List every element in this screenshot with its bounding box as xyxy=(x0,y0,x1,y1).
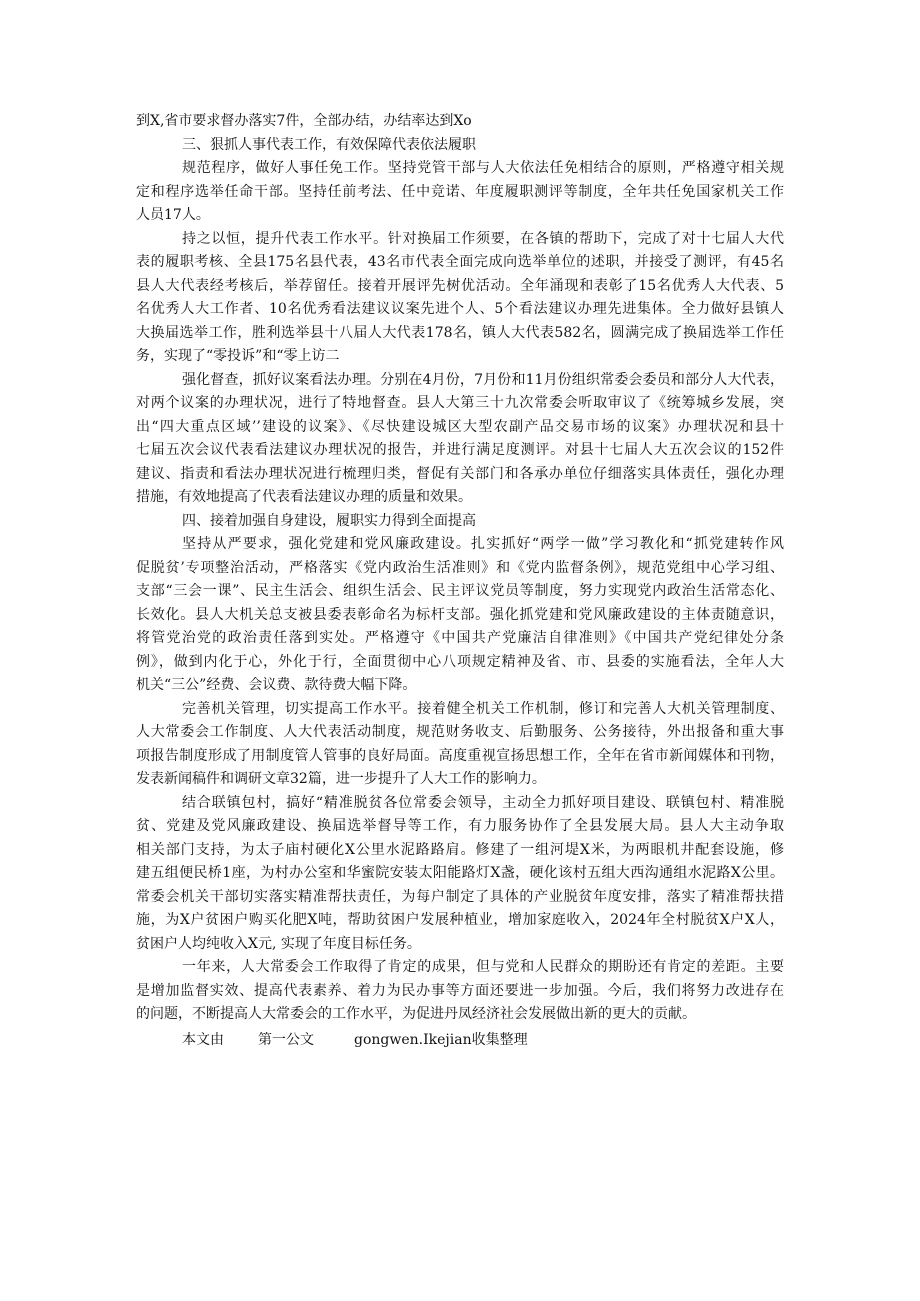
footer-source-site: gongwen.Ikejian收集整理 xyxy=(354,1031,528,1048)
document-footer xyxy=(136,1029,784,1053)
text-line: 措施，有效地提高了代表看法建议办理的质量和效果。 xyxy=(136,489,472,505)
text-line: 务，实现了“零投诉”和“零上访二 xyxy=(136,348,340,364)
text-line: 规范程序，做好人事任免工作。坚持党管干部与人大依法任免相结合的原则，严格遵守相关规 xyxy=(182,160,784,176)
text-line: 出“四大重点区域’’建设的议案》、《尽快建设城区大型农副产品交易市场的议案》办理状况和县十 xyxy=(136,418,784,435)
text-line: 相关部门支持，为太子庙村硬化X公里水泥路路肩。修建了一组河堤X米，为两眼机井配套设施，修 xyxy=(136,841,784,858)
text-line: 建议、指责和看法办理状况进行梳理归类，督促有关部门和各承办单位仔细落实具体责任，强化办理 xyxy=(136,465,784,482)
footer-prefix: 本文由 xyxy=(182,1031,224,1048)
text-line: 贫、党建及党风廉政建设、换届选举督导等工作，有力服务协作了全县发展大局。县人大主动争取 xyxy=(136,818,784,834)
document-text xyxy=(136,110,784,1027)
section-heading: 四、接着加强自身建设，履职实力得到全面提高 xyxy=(182,512,476,529)
text-line: 是增加监督实效、提高代表素养、着力为民办事等方面还要进一步加强。今后，我们将努力改进存在 xyxy=(136,982,784,999)
text-line: 发表新闻稿件和调研文章32篇，进一步提升了人大工作的影响力。 xyxy=(136,771,546,787)
text-line: 完善机关管理，切实提高工作水平。接着健全机关工作机制，修订和完善人大机关管理制度、 xyxy=(182,700,784,717)
text-line: 坚持从严要求，强化党建和党风廉政建设。扎实抓好“两学一做”学习教化和“抓党建转作风 xyxy=(182,536,784,552)
text-line: 到X,省市要求督办落实7件，全部办结，办结率达到Xo xyxy=(136,113,472,129)
text-line: 建五组便民桥1座，为村办公室和华蜜院安装太阳能路灯X盏，硬化该村五组大西沟通组水泥路X公里。 xyxy=(136,865,784,881)
text-line: 县人大代表经考核后，举荐留任。接着开展评先树优活动。全年涌现和表彰了15名优秀人大代表、5 xyxy=(136,277,784,294)
text-line: 表的履职考核、全县175名县代表，43名市代表全面完成向选举单位的述职，并接受了测评，有45名 xyxy=(136,254,784,270)
text-line: 促脱贫’专项整治活动，严格落实《党内政治生活准则》和《党内监督条例》，规范党组中心学习组、 xyxy=(136,559,784,576)
text-line: 强化督查，抓好议案看法办理。分别在4月份，7月份和11月份组织常委会委员和部分人大代表， xyxy=(182,371,784,388)
text-line: 名优秀人大工作者、10名优秀看法建议议案先进个人、5个看法建议办理先进集体。全力做好县镇人 xyxy=(136,301,784,317)
text-line: 将管党治党的政治责任落到实处。严格遵守《中国共产党廉洁自律准则》《中国共产党纪律处分条 xyxy=(136,630,784,646)
footer-source-name: 第一公文 xyxy=(258,1031,314,1048)
text-line: 长效化。县人大机关总支被县委表彰命名为标杆支部。强化抓党建和党风廉政建设的主体责随意识， xyxy=(136,606,784,623)
section-heading: 三、狠抓人事代表工作，有效保障代表依法履职 xyxy=(182,136,476,153)
text-line: 持之以恒，提升代表工作水平。针对换届工作须要，在各镇的帮助下，完成了对十七届人大代 xyxy=(182,230,784,247)
text-line: 结合联镇包村，搞好“精准脱贫各位常委会领导，主动全力抓好项目建设、联镇包村、精准脱 xyxy=(182,794,784,811)
text-line: 支部“三会一课”、民主生活会、组织生活会、民主评议党员等制度，努力实现党内政治生活常态化、 xyxy=(136,583,784,599)
text-line: 人大常委会工作制度、人大代表活动制度，规范财务收支、后勤服务、公务接待，外出报备和重大事 xyxy=(136,724,784,740)
text-line: 大换届选举工作，胜利选举县十八届人大代表178名，镇人大代表582名，圆满完成了换届选举工作任 xyxy=(136,324,784,341)
text-line: 项报告制度形成了用制度管人管事的良好局面。高度重视宣扬思想工作，全年在省市新闻媒体和刊物， xyxy=(136,747,784,764)
text-line: 对两个议案的办理状况，进行了特地督查。县人大第三十九次常委会听取审议了《统筹城乡发展，突 xyxy=(136,395,784,411)
text-line: 七届五次会议代表看法建议办理状况的报告，并进行满足度测评。对县十七届人大五次会议的152件 xyxy=(136,442,784,458)
text-line: 人员17人。 xyxy=(136,207,210,223)
text-line: 一年来，人大常委会工作取得了肯定的成果，但与党和人民群众的期盼还有肯定的差距。主要 xyxy=(182,959,784,975)
text-line: 机关“三公”经费、会议费、款待费大幅下降。 xyxy=(136,677,417,693)
text-line: 例》，做到内化于心，外化于行，全面贯彻中心八项规定精神及省、市、县委的实施看法，全年人大 xyxy=(136,653,784,670)
text-line: 的问题，不断提高人大常委会的工作水平，为促进丹凤经济社会发展做出新的更大的贡献。 xyxy=(136,1006,696,1022)
document-body xyxy=(136,110,784,1052)
text-line: 贫困户人均纯收入X元, 实现了年度目标任务。 xyxy=(136,935,421,952)
text-line: 定和程序选举任命干部。坚持任前考法、任中竞诺、年度履职测评等制度，全年共任免国家机关工作 xyxy=(136,183,784,200)
text-line: 施，为X户贫困户购买化肥X吨，帮助贫困户发展种植业，增加家庭收入，2024年全村脱贫X户X人， xyxy=(136,912,784,928)
text-line: 常委会机关干部切实落实精准帮扶责任，为每户制定了具体的产业脱贫年度安排，落实了精准帮扶措 xyxy=(136,888,784,905)
